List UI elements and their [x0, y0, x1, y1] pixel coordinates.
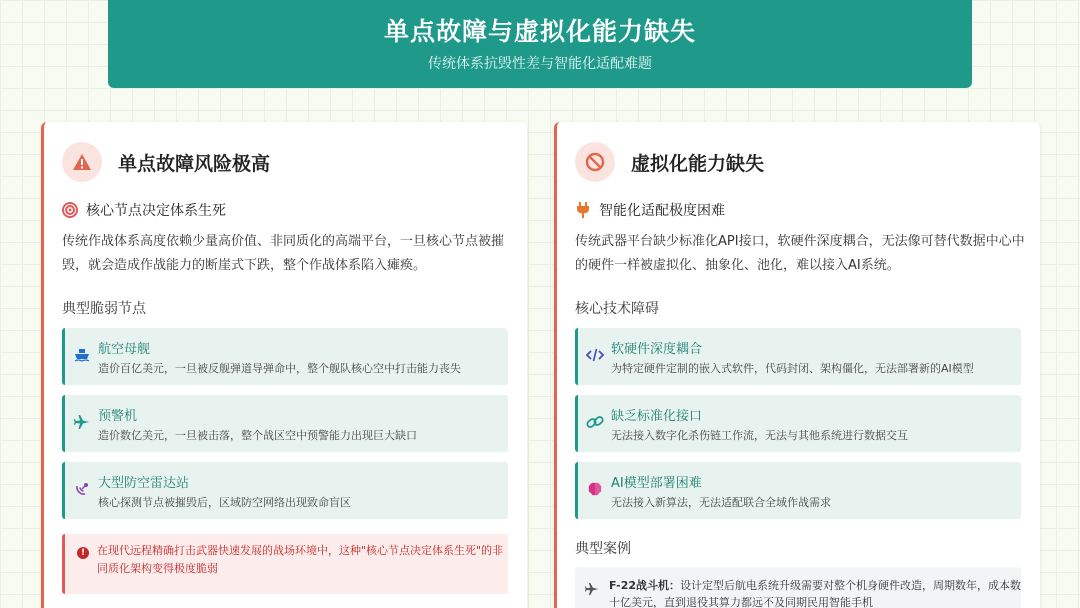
section-title: 典型脆弱节点	[62, 301, 146, 317]
item-desc: 核心探测节点被摧毁后，区域防空网络出现致命盲区	[98, 496, 351, 509]
ban-icon	[575, 142, 615, 182]
case-label: F-22战斗机：	[609, 579, 681, 592]
item-title: 缺乏标准化接口	[611, 409, 703, 424]
subhead-text: 智能化适配极度困难	[599, 203, 725, 219]
case-text	[609, 577, 1029, 608]
case-section-title: 典型案例	[575, 541, 631, 557]
target-icon	[62, 202, 78, 218]
plane-icon	[73, 413, 91, 431]
item-title: 航空母舰	[98, 342, 151, 357]
warning-triangle-icon	[62, 142, 102, 182]
page-subtitle: 传统体系抗毁性差与智能化适配难题	[428, 56, 652, 72]
card-subhead	[575, 199, 725, 221]
card-header	[575, 142, 764, 182]
item-desc: 造价百亿美元，一旦被反舰弹道导弹命中，整个舰队核心空中打击能力丧失	[98, 362, 461, 375]
radar-icon	[73, 480, 91, 498]
single-point-failure-card	[41, 122, 527, 608]
list-item	[62, 395, 508, 452]
card-subhead	[62, 199, 226, 221]
virtualization-card	[554, 122, 1040, 608]
page-header	[108, 0, 972, 88]
page-title: 单点故障与虚拟化能力缺失	[383, 17, 696, 46]
list-item	[575, 462, 1021, 519]
item-title: AI模型部署困难	[611, 476, 702, 491]
fighter-jet-icon	[585, 582, 599, 596]
ship-icon	[73, 346, 91, 364]
card-description: 传统作战体系高度依赖少量高价值、非同质化的高端平台，一旦核心节点被摧毁，就会造成作战能力的断崖式下跌，整个作战体系陷入瘫痪。	[62, 234, 505, 273]
plug-icon	[575, 202, 591, 218]
list-item	[575, 395, 1021, 452]
card-title: 虚拟化能力缺失	[631, 152, 765, 175]
item-title: 大型防空雷达站	[98, 476, 190, 491]
list-item	[575, 328, 1021, 385]
item-title: 预警机	[98, 409, 138, 424]
subhead-text: 核心节点决定体系生死	[86, 203, 226, 219]
item-desc: 无法接入新算法，无法适配联合全域作战需求	[611, 496, 831, 509]
list-item	[62, 462, 508, 519]
warning-callout	[62, 534, 508, 594]
item-title: 软硬件深度耦合	[611, 342, 703, 357]
section-title: 核心技术障碍	[575, 301, 659, 317]
list-item	[62, 328, 508, 385]
item-desc: 造价数亿美元，一旦被击落，整个战区空中预警能力出现巨大缺口	[98, 429, 417, 442]
case-callout	[575, 567, 1021, 608]
card-title: 单点故障风险极高	[118, 152, 271, 175]
case-body: 设计定型后航电系统升级需要对整个机身硬件改造，周期数年，成本数十亿美元，直到退役其算力都远不及同期民用智能手机	[609, 579, 1022, 608]
code-icon	[586, 346, 604, 364]
item-desc: 无法接入数字化杀伤链工作流，无法与其他系统进行数据交互	[611, 429, 908, 442]
alert-circle-icon: !	[77, 547, 89, 559]
card-description: 传统武器平台缺少标准化API接口，软硬件深度耦合，无法像可替代数据中心中的硬件一样被虚拟化、抽象化、池化，难以接入AI系统。	[575, 234, 1025, 273]
warning-text: 在现代远程精确打击武器快速发展的战场环境中，这种"核心节点决定体系生死"的非同质化架构变得极度脆弱	[97, 544, 504, 575]
card-header	[62, 142, 270, 182]
brain-icon	[586, 480, 604, 498]
item-desc: 为特定硬件定制的嵌入式软件，代码封闭、架构僵化，无法部署新的AI模型	[611, 362, 974, 375]
link-icon	[586, 413, 604, 431]
